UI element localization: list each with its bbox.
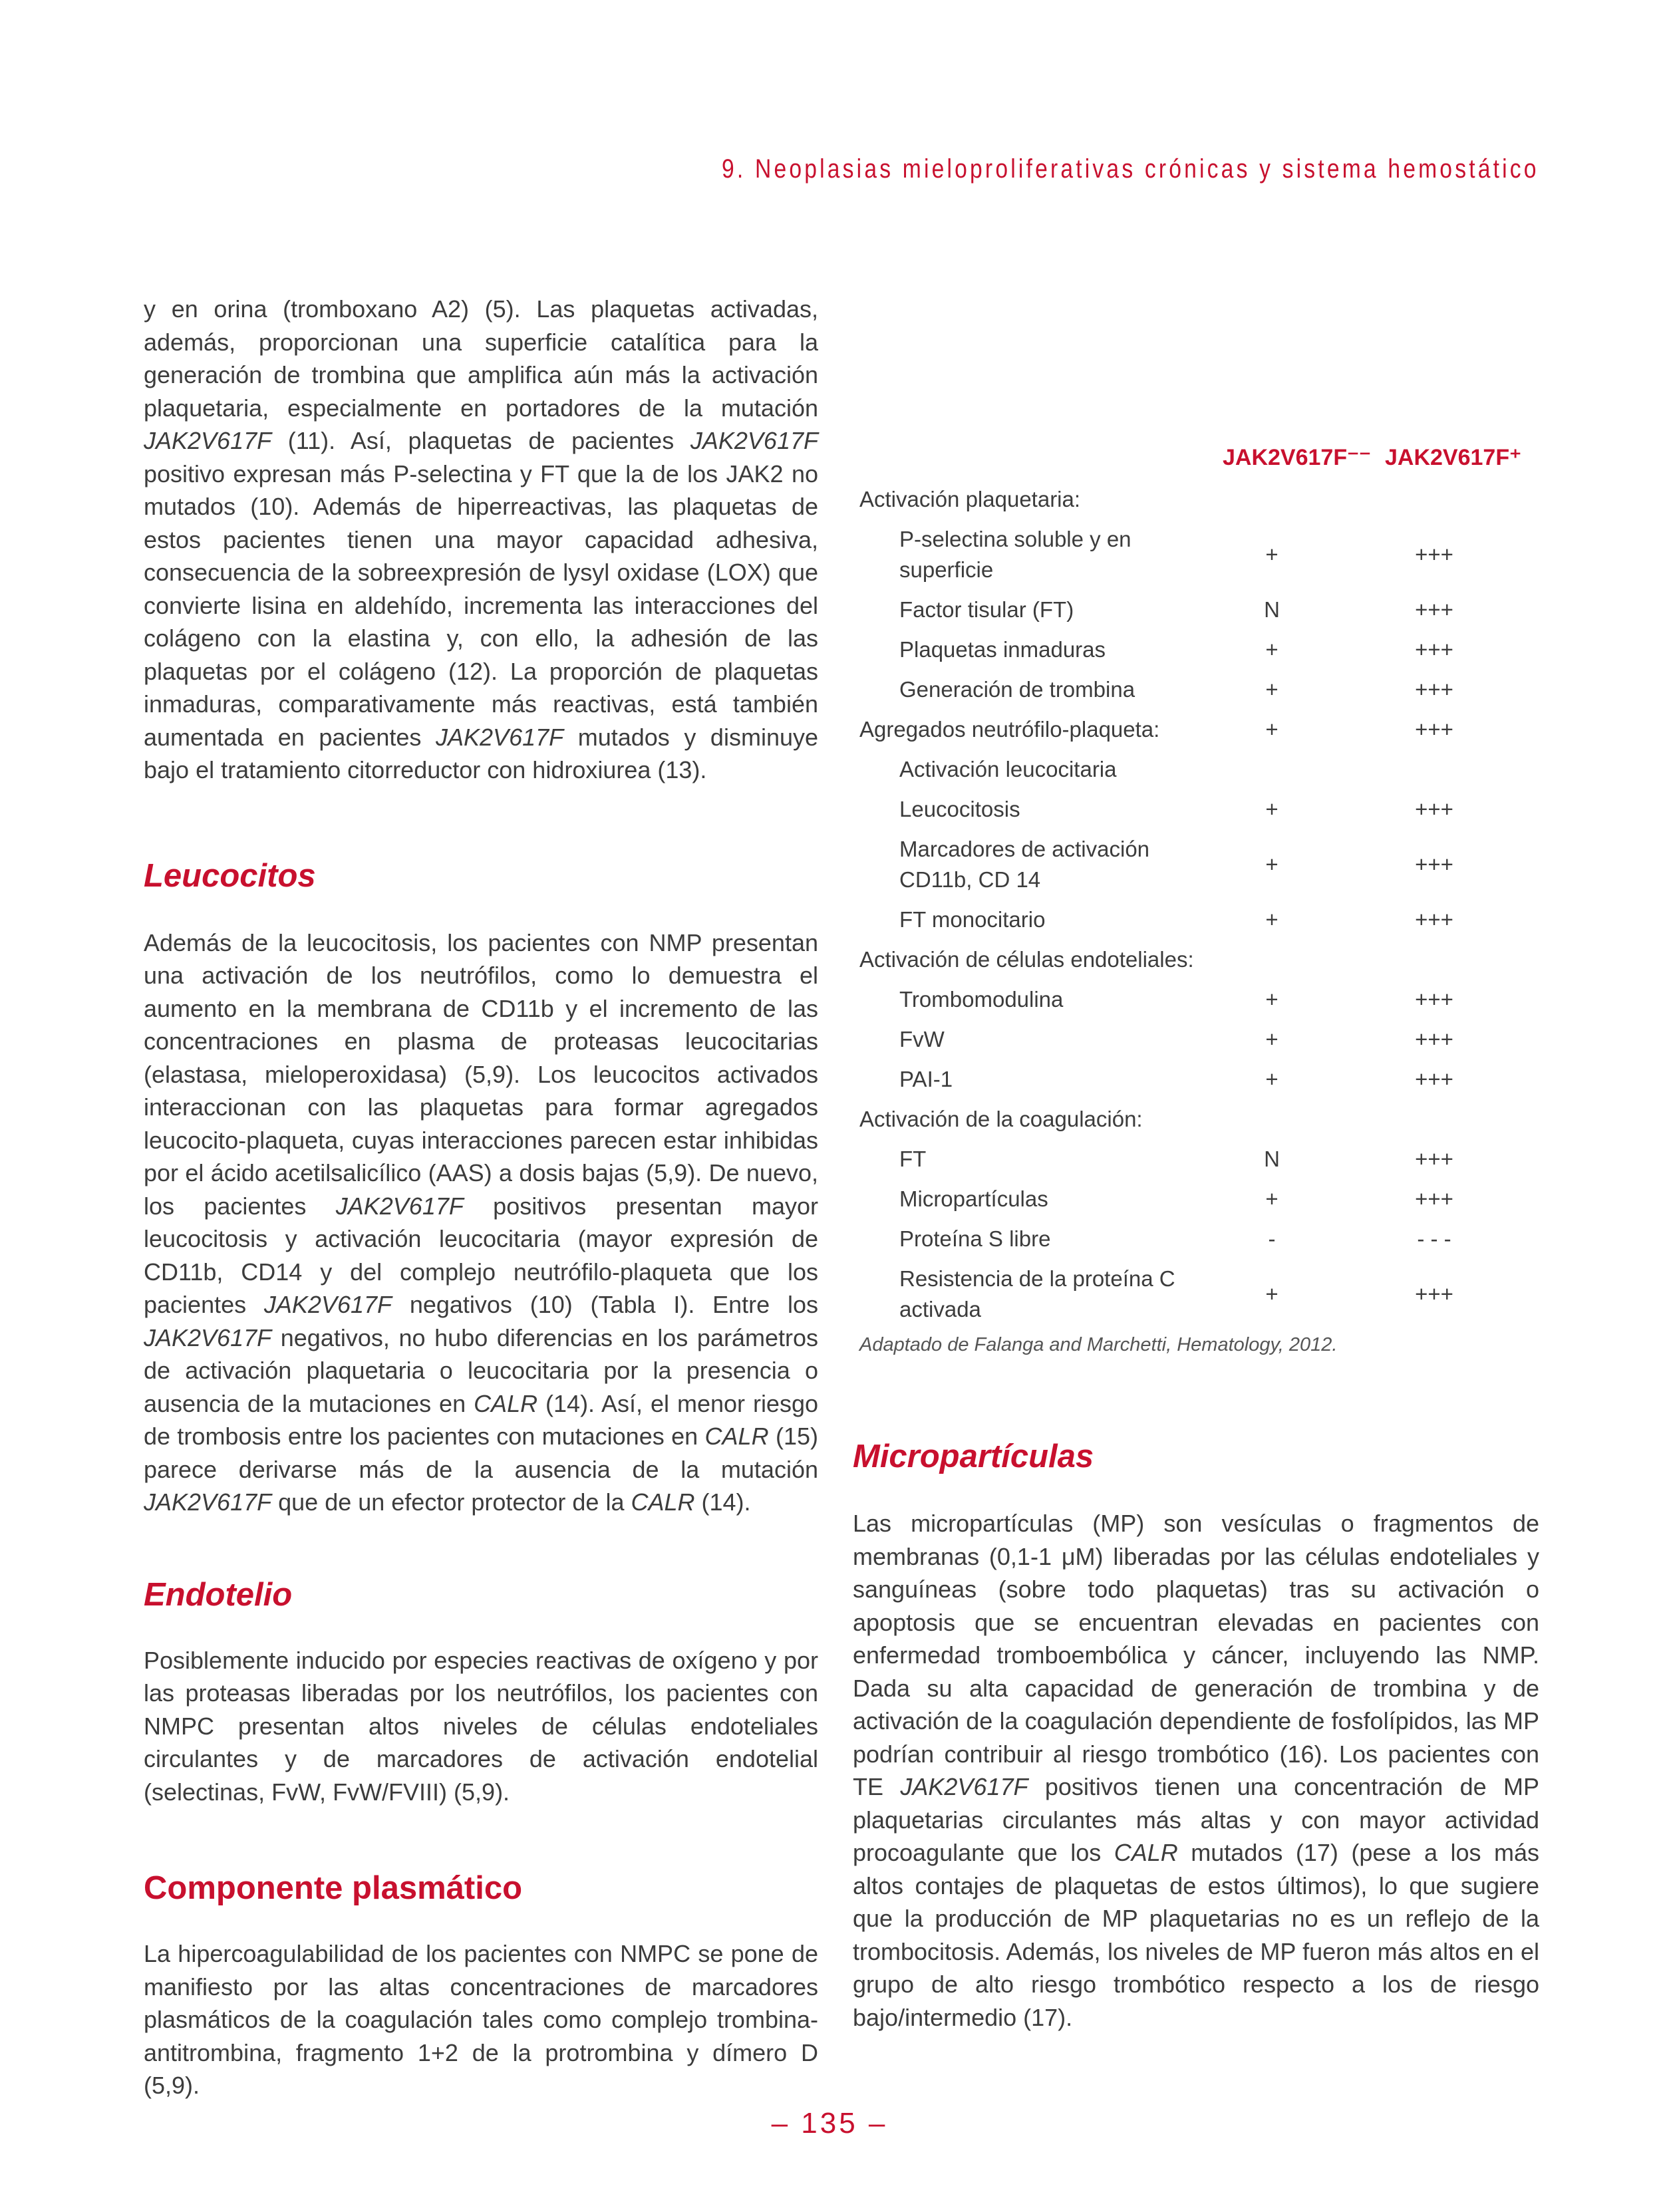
row-label: Plaquetas inmaduras [899, 637, 1106, 662]
table-row [859, 754, 1491, 785]
paragraph-endotelio: Posiblemente inducido por especies reactivas de oxígeno y por las proteasas liberadas por los neutrófilos, los pacientes con NMPC presentan altos niveles de células endoteliales circulantes y de marcadores de activación endotelial (selectinas, FvW, FvW/FVIII) (5,9). [144, 1646, 818, 1806]
row-label: Activación de la coagulación: [859, 1107, 1143, 1131]
row-label: Trombomodulina [899, 987, 1064, 1012]
heading-leucocitos: Leucocitos [144, 857, 316, 894]
table-body [859, 484, 1491, 1325]
comparison-table [859, 444, 1522, 1356]
value-negative: + [1265, 1067, 1279, 1091]
value-negative: + [1265, 987, 1279, 1012]
table-row [859, 674, 1491, 705]
table-row [859, 1024, 1491, 1055]
row-label: PAI-1 [899, 1067, 953, 1091]
row-label: Activación leucocitaria [899, 757, 1117, 781]
table-row [859, 794, 1491, 825]
row-label: Marcadores de activación CD11b, CD 14 [899, 837, 1150, 892]
table-row [859, 1184, 1491, 1214]
value-positive: +++ [1415, 597, 1453, 622]
value-negative: + [1265, 797, 1279, 821]
value-negative: + [1265, 637, 1279, 662]
value-positive: +++ [1415, 542, 1453, 567]
paragraph-componente-plasmatico: La hipercoagulabilidad de los pacientes con NMPC se pone de manifiesto por las altas concentraciones de marcadores plasmáticos de la coagulación tales como complejo trombina-antitrombina, fragmento 1+2 de la protrombina y dímero D (5,9). [144, 1940, 818, 2099]
running-header: 9. Neoplasias mieloproliferativas crónicas y sistema hemostático [722, 154, 1539, 184]
table-row [859, 595, 1491, 625]
table-row [859, 484, 1491, 515]
table-source-note: Adaptado de Falanga and Marchetti, Hematology, 2012. [859, 1334, 1338, 1355]
value-negative: N [1264, 1147, 1280, 1171]
value-positive: +++ [1415, 637, 1453, 662]
value-negative: + [1265, 1282, 1279, 1306]
right-column [853, 1437, 1539, 2034]
table-row [859, 1104, 1491, 1135]
page-number: – 135 – [771, 2107, 888, 2140]
value-positive: +++ [1415, 797, 1453, 821]
row-label: FvW [899, 1027, 945, 1051]
value-positive: +++ [1415, 677, 1453, 702]
table-row [859, 904, 1491, 935]
value-positive: +++ [1415, 1186, 1453, 1211]
row-label: Agregados neutrófilo-plaqueta: [859, 717, 1160, 742]
col-header-positive: JAK2V617F⁺ [1385, 445, 1522, 470]
table-row [859, 984, 1491, 1015]
value-negative: + [1265, 852, 1279, 877]
row-label: Micropartículas [899, 1186, 1048, 1211]
paragraph-microparticulas: Las micropartículas (MP) son vesículas o fragmentos de membranas (0,1-1 μM) liberadas por las células endoteliales y sanguíneas (sobre todo plaquetas) tras su activación o apoptosis que se encuentran elevadas en pacientes con enfermedad tromboembólica y cáncer, incluyendo las NMP. Dada su alta capacidad de generación de trombina y de activación de la coagulación dependiente de fosfolípidos, las MP podrían contribuir al riesgo trombótico (16). Los pacientes con TE JAK2V617F positivos tienen una concentración de MP plaquetarias circulantes más altas y con mayor actividad procoagulante que los CALR mutados (17) (pese a los más altos contajes de plaquetas de estos últimos), lo que sugiere que la producción de MP plaquetarias no es un reflejo de la trombocitosis. Además, los niveles de MP fueron más altos en el grupo de alto riesgo trombótico respecto a los de riesgo bajo/intermedio (17). [853, 1510, 1539, 2031]
heading-microparticulas: Micropartículas [853, 1439, 1094, 1474]
value-negative: + [1265, 1186, 1279, 1211]
col-header-negative: JAK2V617F⁻⁻ [1223, 445, 1371, 470]
row-label: Leucocitosis [899, 797, 1020, 821]
row-label: FT monocitario [899, 907, 1046, 932]
table-row [859, 834, 1491, 895]
table-row [859, 714, 1491, 745]
value-positive: +++ [1415, 1067, 1453, 1091]
left-column [144, 293, 818, 2102]
value-positive: +++ [1415, 1282, 1453, 1306]
value-positive: +++ [1415, 987, 1453, 1012]
table-row [859, 524, 1491, 585]
row-label: Activación plaquetaria: [859, 487, 1081, 511]
table-row [859, 1224, 1491, 1254]
value-negative: + [1265, 677, 1279, 702]
paragraph-plaquetas: y en orina (tromboxano A2) (5). Las plaquetas activadas, además, proporcionan una superficie catalítica para la generación de trombina que amplifica aún más la activación plaquetaria, especialmente en portadores de la mutación JAK2V617F (11). Así, plaquetas de pacientes JAK2V617F positivo expresan más P-selectina y FT que la de los JAK2 no mutados (10). Además de hiperreactivas, las plaquetas de estos pacientes tienen una mayor capacidad adhesiva, consecuencia de la sobreexpresión de lysyl oxidase (LOX) que convierte lisina en aldehído, incrementa las interacciones del colágeno con la elastina y, con ello, la adhesión de las plaquetas por el colágeno (12). La proporción de plaquetas inmaduras, comparativamente más reactivas, está también aumentada en pacientes JAK2V617F mutados y disminuye bajo el tratamiento citorreductor con hidroxiurea (13). [144, 295, 819, 783]
value-negative: + [1265, 907, 1279, 932]
value-positive: +++ [1415, 717, 1453, 742]
value-negative: + [1265, 542, 1279, 567]
value-positive: +++ [1415, 1147, 1453, 1171]
table-row [859, 1264, 1491, 1325]
row-label: Generación de trombina [899, 677, 1135, 702]
heading-endotelio: Endotelio [144, 1576, 293, 1613]
value-positive: +++ [1415, 852, 1453, 877]
value-positive: - - - [1417, 1226, 1451, 1251]
row-label: FT [899, 1147, 927, 1171]
table-row [859, 1144, 1491, 1175]
table-row [859, 944, 1491, 975]
row-label: Proteína S libre [899, 1226, 1051, 1251]
value-positive: +++ [1415, 1027, 1453, 1051]
value-negative: + [1265, 717, 1279, 742]
table-row [859, 634, 1491, 665]
row-label: Resistencia de la proteína C activada [899, 1266, 1175, 1321]
row-label: P-selectina soluble y en superficie [899, 527, 1131, 582]
table-header [859, 444, 1522, 484]
value-positive: +++ [1415, 907, 1453, 932]
row-label: Factor tisular (FT) [899, 597, 1074, 622]
paragraph-leucocitos: Además de la leucocitosis, los pacientes con NMP presentan una activación de los neutrófilos, como lo demuestra el aumento en la membrana de CD11b y el incremento de las concentraciones en plasma de proteasas leucocitarias (elastasa, mieloperoxidasa) (5,9). Los leucocitos activados interaccionan con las plaquetas para formar agregados leucocito-plaqueta, cuyas interacciones parecen estar inhibidas por el ácido acetilsalicílico (AAS) a dosis bajas (5,9). De nuevo, los pacientes JAK2V617F positivos presentan mayor leucocitosis y activación leucocitaria (mayor expresión de CD11b, CD14 y del complejo neutrófilo-plaqueta que los pacientes JAK2V617F negativos (10) (Tabla I). Entre los JAK2V617F negativos, no hubo diferencias en los parámetros de activación plaquetaria o leucocitaria por la presencia o ausencia de la mutaciones en CALR (14). Así, el menor riesgo de trombosis entre los pacientes con mutaciones en CALR (15) parece derivarse más de la ausencia de la mutación JAK2V617F que de un efector protector de la CALR (14). [144, 928, 819, 1516]
heading-componente-plasmatico: Componente plasmático [144, 1870, 523, 1906]
row-label: Activación de células endoteliales: [859, 947, 1194, 972]
value-negative: + [1265, 1027, 1279, 1051]
table-row [859, 1064, 1491, 1095]
value-negative: N [1264, 597, 1280, 622]
value-negative: - [1268, 1226, 1276, 1251]
